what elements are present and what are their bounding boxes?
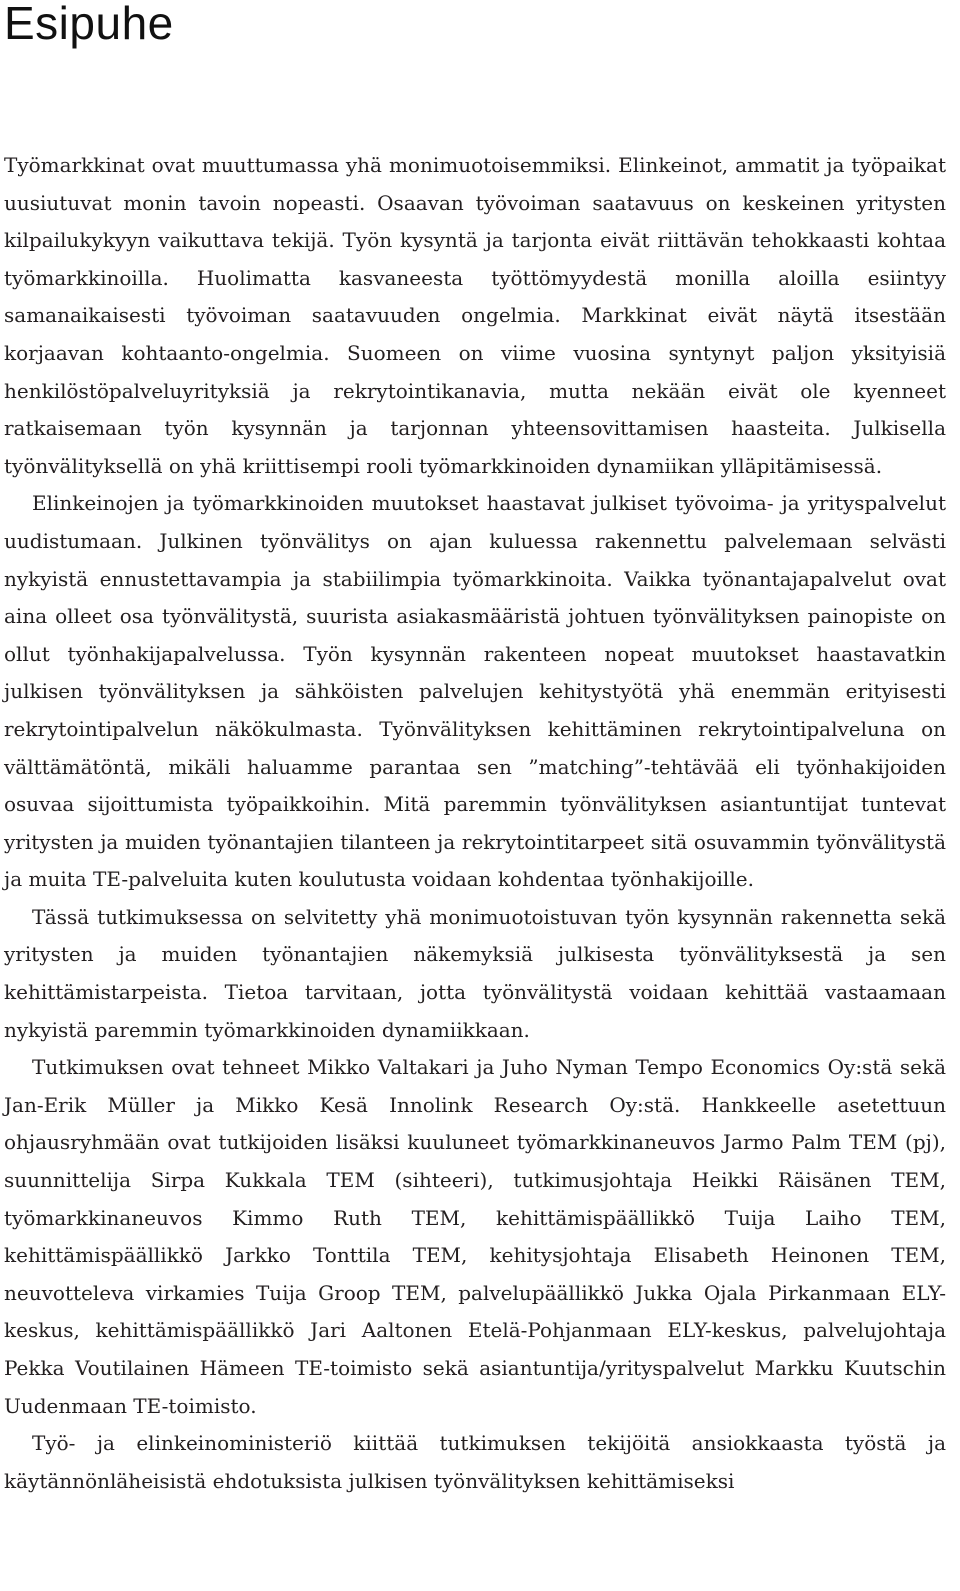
- paragraph-thanks: Työ- ja elinkeinoministeriö kiittää tutkimuksen tekijöitä ansiokkaasta työstä ja käytännönläheisistä ehdotuksista julkisen työnvälityksen kehittämiseksi: [4, 1431, 946, 1493]
- paragraph-authors: Tutkimuksen ovat tehneet Mikko Valtakari ja Juho Nyman Tempo Economics Oy:stä sekä Jan-Erik Müller ja Mikko Kesä Innolink Research Oy:stä. Hankkeelle asetettuun ohjausryhmään ovat tutkijoiden lisäksi kuuluneet työmarkkinaneuvos Jarmo Palm TEM (pj), suunnittelija Sirpa Kukkala TEM (sihteeri), tutkimusjohtaja Heikki Räisänen TEM, työmarkkinaneuvos Kimmo Ruth TEM, kehittämispäällikkö Tuija Laiho TEM, kehittämispäällikkö Jarkko Tonttila TEM, kehitysjohtaja Elisabeth Heinonen TEM, neuvotteleva virkamies Tuija Groop TEM, palvelupäällikkö Jukka Ojala Pirkanmaan ELY-keskus, kehittämispäällikkö Jari Aaltonen Etelä-Pohjanmaan ELY-keskus, palvelujohtaja Pekka Voutilainen Hämeen TE-toimisto sekä asiantuntija/yrityspalvelut Markku Kuutschin Uudenmaan TE-toimisto.: [4, 1055, 946, 1418]
- document-page: [4, 0, 946, 1493]
- paragraph-study: Tässä tutkimuksessa on selvitetty yhä monimuotoistuvan työn kysynnän rakennetta sekä yritysten ja muiden työnantajien näkemyksiä julkisesta työnvälityksestä ja sen kehittämistarpeista. Tietoa tarvitaan, jotta työnvälitystä voidaan kehittää vastaamaan nykyistä paremmin työmarkkinoiden dynamiikkaan.: [4, 904, 946, 1042]
- paragraph-changes: Elinkeinojen ja työmarkkinoiden muutokset haastavat julkiset työvoima- ja yrityspalvelut uudistumaan. Julkinen työnvälitys on ajan kuluessa rakennettu palvelemaan selvästi nykyistä ennustettavampia ja stabiilimpia työmarkkinoita. Vaikka työnantajapalvelut ovat aina olleet osa työnvälitystä, suurista asiakasmääristä johtuen työnvälityksen painopiste on ollut työnhakijapalvelussa. Työn kysynnän rakenteen nopeat muutokset haastavatkin julkisen työnvälityksen ja sähköisten palvelujen kehitystyötä yhä enemmän erityisesti rekrytointipalvelun näkökulmasta. Työnvälityksen kehittäminen rekrytointipalveluna on välttämätöntä, mikäli haluamme parantaa sen ”matching”-tehtävää eli työnhakijoiden osuvaa sijoittumista työpaikkoihin. Mitä paremmin työnvälityksen asiantuntijat tuntevat yritysten ja muiden työnantajien tilanteen ja rekrytointitarpeet sitä osuvammin työnvälitystä ja muita TE-palveluita kuten koulutusta voidaan kohdentaa työnhakijoille.: [4, 491, 946, 892]
- page-title: Esipuhe: [4, 0, 174, 49]
- body-text: [4, 147, 946, 1500]
- paragraph-intro: Työmarkkinat ovat muuttumassa yhä monimuotoisemmiksi. Elinkeinot, ammatit ja työpaikat uusiutuvat monin tavoin nopeasti. Osaavan työvoiman saatavuus on keskeinen yritysten kilpailukykyyn vaikuttava tekijä. Työn kysyntä ja tarjonta eivät riittävän tehokkaasti kohtaa työmarkkinoilla. Huolimatta kasvaneesta työttömyydestä monilla aloilla esiintyy samanaikaisesti työvoiman saatavuuden ongelmia. Markkinat eivät näytä itsestään korjaavan kohtaanto-ongelmia. Suomeen on viime vuosina syntynyt paljon yksityisiä henkilöstöpalveluyrityksiä ja rekrytointikanavia, mutta nekään eivät ole kyenneet ratkaisemaan työn kysynnän ja tarjonnan yhteensovittamisen haasteita. Julkisella työnvälityksellä on yhä kriittisempi rooli työmarkkinoiden dynamiikan ylläpitämisessä.: [4, 153, 946, 478]
